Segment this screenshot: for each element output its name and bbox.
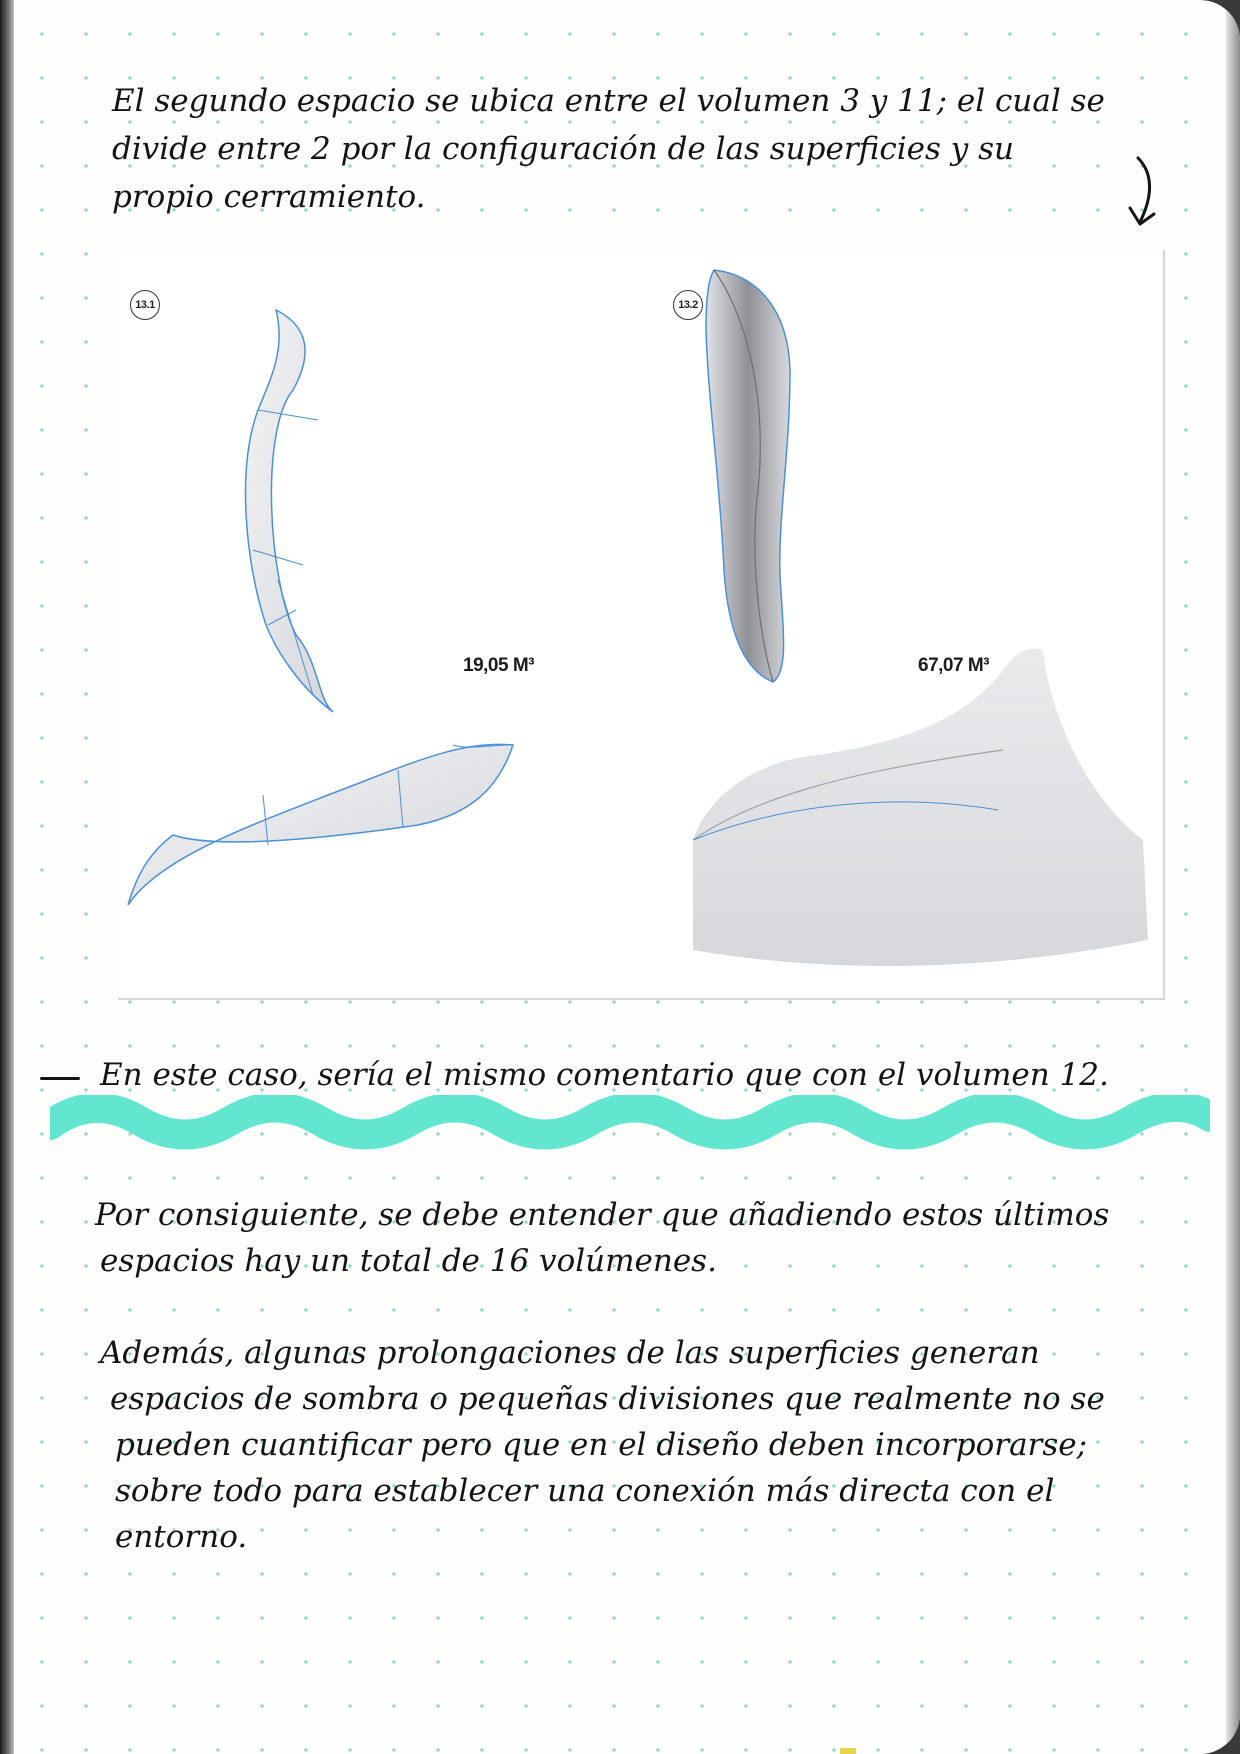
figure-label-badge-13-2: 13.2 — [673, 290, 703, 320]
intro-line-1: El segundo espacio se ubica entre el volumen 3 y 11; el cual se — [112, 83, 1105, 119]
intro-line-2: divide entre 2 por la configuración de las superficies y su — [112, 131, 1014, 167]
notebook-binding — [0, 0, 14, 1754]
highlighter-stroke — [50, 1095, 1210, 1153]
intro-line-3: propio cerramiento. — [112, 179, 426, 215]
conclusion-line-2: espacios hay un total de 16 volúmenes. — [100, 1243, 717, 1279]
conclusion-line-1: Por consiguiente, se debe entender que añadiendo estos últimos — [95, 1197, 1110, 1233]
volume-value-13-2: 67,07 M³ — [918, 655, 989, 676]
bullet-dash — [40, 1077, 80, 1080]
page-edge — [1226, 0, 1240, 1754]
volume-13-2-twisted-surface — [706, 270, 790, 682]
volume-13-1-lower-surface — [128, 744, 513, 905]
extra-line-5: entorno. — [115, 1519, 248, 1555]
page-tab-marker — [840, 1748, 856, 1754]
comment-line: En este caso, sería el mismo comentario que con el volumen 12. — [100, 1057, 1109, 1093]
extra-line-4: sobre todo para establecer una conexión más directa con el — [115, 1473, 1055, 1509]
volume-value-13-1: 19,05 M³ — [463, 655, 534, 676]
extra-line-1: Además, algunas prolongaciones de las superficies generan — [100, 1335, 1040, 1371]
arrow-down-icon — [1118, 152, 1168, 232]
figure-label-badge-13-1: 13.1 — [130, 290, 160, 320]
volume-13-2-base-surface — [693, 649, 1148, 966]
figure-panel — [118, 250, 1165, 1000]
extra-line-2: espacios de sombra o pequeñas divisiones que realmente no se — [110, 1381, 1105, 1417]
volume-13-1-upper-surface — [246, 310, 333, 712]
extra-line-3: pueden cuantificar pero que en el diseño deben incorporarse; — [115, 1427, 1088, 1463]
surface-models-illustration — [118, 250, 1163, 998]
